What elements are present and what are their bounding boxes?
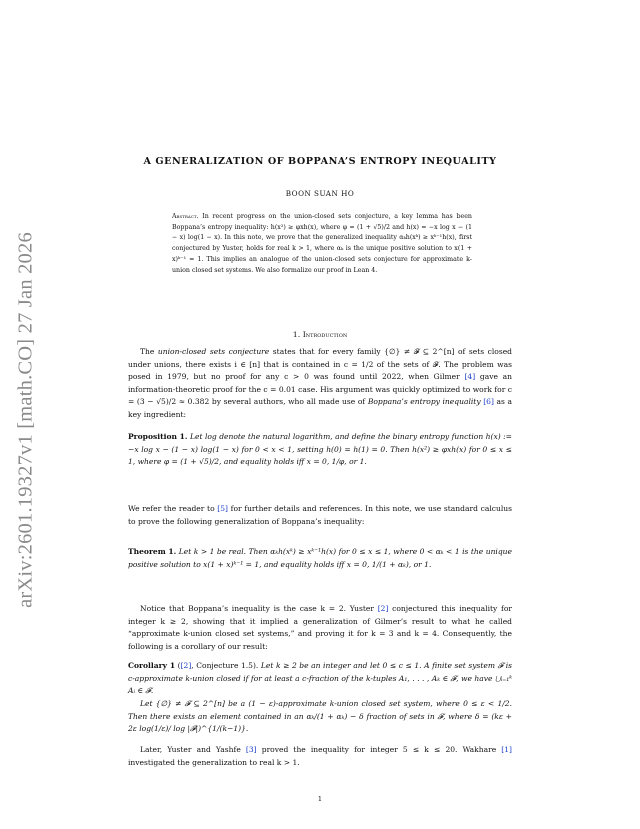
intro-paragraph [128,346,512,422]
paper-title: A GENERALIZATION OF BOPPANA’S ENTROPY INEQUALITY [143,156,497,167]
paragraph-yuster [128,603,512,653]
para2-text-1: We refer the reader to [128,504,218,513]
citation-link-5[interactable]: [5] [217,504,228,513]
section-title: Introduction [302,330,348,339]
proposition-text: Let log denote the natural logarithm, and define the binary entropy function h(x) := −x log x − (1 − x) log(1 − x) for 0 < x < 1, setting h(0) = h(1) = 0. Then h(x²) ≥ φxh(x) for 0 ≤ x ≤ 1, where φ = (1 + √5)/2, and equality holds iff x = 0, 1/φ, or 1. [128,432,512,467]
theorem-block [128,546,512,571]
intro-text-3: gave an information-theoretic proof for the c = 0.01 case. His argument was quickly optimized to work for c = (3 − √5)/2 ≈ 0.382 by several authors, who all made use of [128,372,513,407]
section-number: 1. [292,330,301,339]
paragraph-references [128,503,512,528]
abstract [172,212,472,276]
corollary-block [128,660,512,698]
corollary-statement [128,698,512,736]
intro-text-1: The [140,347,158,356]
abstract-label: Abstract. [172,213,199,220]
corollary-ref-open: ( [177,661,181,670]
citation-link-corollary[interactable]: [2] [180,661,192,670]
para2-text-2: for further details and references. In this note, we use standard calculus to prove the following generalization of Boppana’s inequality: [128,504,512,526]
intro-term-union-closed: union-closed sets conjecture [157,347,270,356]
abstract-text: In recent progress on the union-closed sets conjecture, a key lemma has been Boppana’s entropy inequality: h(x²) ≥ φxh(x), where φ = (1 + √5)/2 and h(x) = −x log x − (1 − x) log(1 − x). In this note, we prove that the generalized inequality αₖh(xᵏ) ≥ xᵏ⁻¹h(x), first conjectured by Yuster, holds for real k > 1, where αₖ is the unique positive solution to x(1 + x)ᵏ⁻¹ = 1. This implies an analogue of the union-closed sets conjecture for approximate k-union closed set systems. We also formalize our proof in Lean 4. [172,213,472,274]
corollary-text-2: Let {∅} ≠ 𝓕 ⊆ 2^[n] be a (1 − ε)-approximate k-union closed set system, where 0 ≤ ε < 1/2. Then there exists an element contained in an αₖ/(1 + αₖ) − δ fraction of sets in 𝓕, where δ = (kε + 2ε log(1/ε)/ log |𝓕|)^{1/(k−1)}. [128,699,512,734]
paragraph-later [128,744,512,769]
citation-link-1[interactable]: [1] [501,745,512,754]
para3-text-1: Notice that Boppana’s inequality is the case k = 2. Yuster [140,604,378,613]
paper-author: BOON SUAN HO [285,189,355,198]
proposition-label: Proposition 1. [128,432,188,441]
corollary-label: Corollary 1 [128,661,176,670]
para3-text-2: conjectured this inequality for integer k ≥ 2, showing that it implied a generalization of Gilmer’s result to what he called “approximate k-union closed set systems,” and proving it for k = 3 and k = 4. Consequently, the following is a corollary of our result: [128,604,512,651]
citation-link-boppana[interactable]: [6] [483,397,494,407]
corollary-ref-close: , Conjecture 1.5). [191,661,259,670]
citation-link-2[interactable]: [2] [377,604,389,613]
arxiv-sidebar [4,220,48,620]
theorem-text: Let k > 1 be real. Then αₖh(xᵏ) ≥ xᵏ⁻¹h(x) for 0 ≤ x ≤ 1, where 0 < αₖ < 1 is the unique positive solution to x(1 + x)ᵏ⁻¹ = 1, and equality holds iff x = 0, 1/(1 + αₖ), or 1. [128,547,513,569]
intro-term-boppana: Boppana’s entropy inequality [367,397,481,407]
citation-link-gilmer[interactable]: [4] [464,372,476,382]
proposition-block [128,431,512,469]
arxiv-identifier: arXiv:2601.19327v1 [math.CO] 27 Jan 2026 [14,232,37,608]
para4-text-3: investigated the generalization to real k > 1. [128,757,300,767]
para4-text-1: Later, Yuster and Yashfe [140,745,246,754]
section-heading [128,330,512,339]
citation-link-3[interactable]: [3] [245,745,257,754]
para4-text-2: proved the inequality for integer 5 ≤ k ≤ 20. Wakhare [256,745,502,754]
corollary-text-1: Let k ≥ 2 be an integer and let 0 ≤ c ≤ 1. A finite set system 𝓕 is c-approximate k-union closed if for at least a c-fraction of the k-tuples A₁, . . . , Aₖ ∈ 𝓕, we have ⋃ᵢ₌₁ᵏ Aᵢ ∈ 𝓕. [128,661,513,696]
intro-text-2: states that for every family {∅} ≠ 𝓕 ⊆ 2^[n] of sets closed under unions, there exists i ∈ [n] that is contained in c = 1/2 of the sets of 𝓕. The problem was posed in 1979, but no proof for any c > 0 was found until 2022, when Gilmer [128,347,512,382]
theorem-label: Theorem 1. [128,547,177,556]
intro-text-4: as a key ingredient: [128,397,512,419]
page-number: 1 [317,795,323,803]
